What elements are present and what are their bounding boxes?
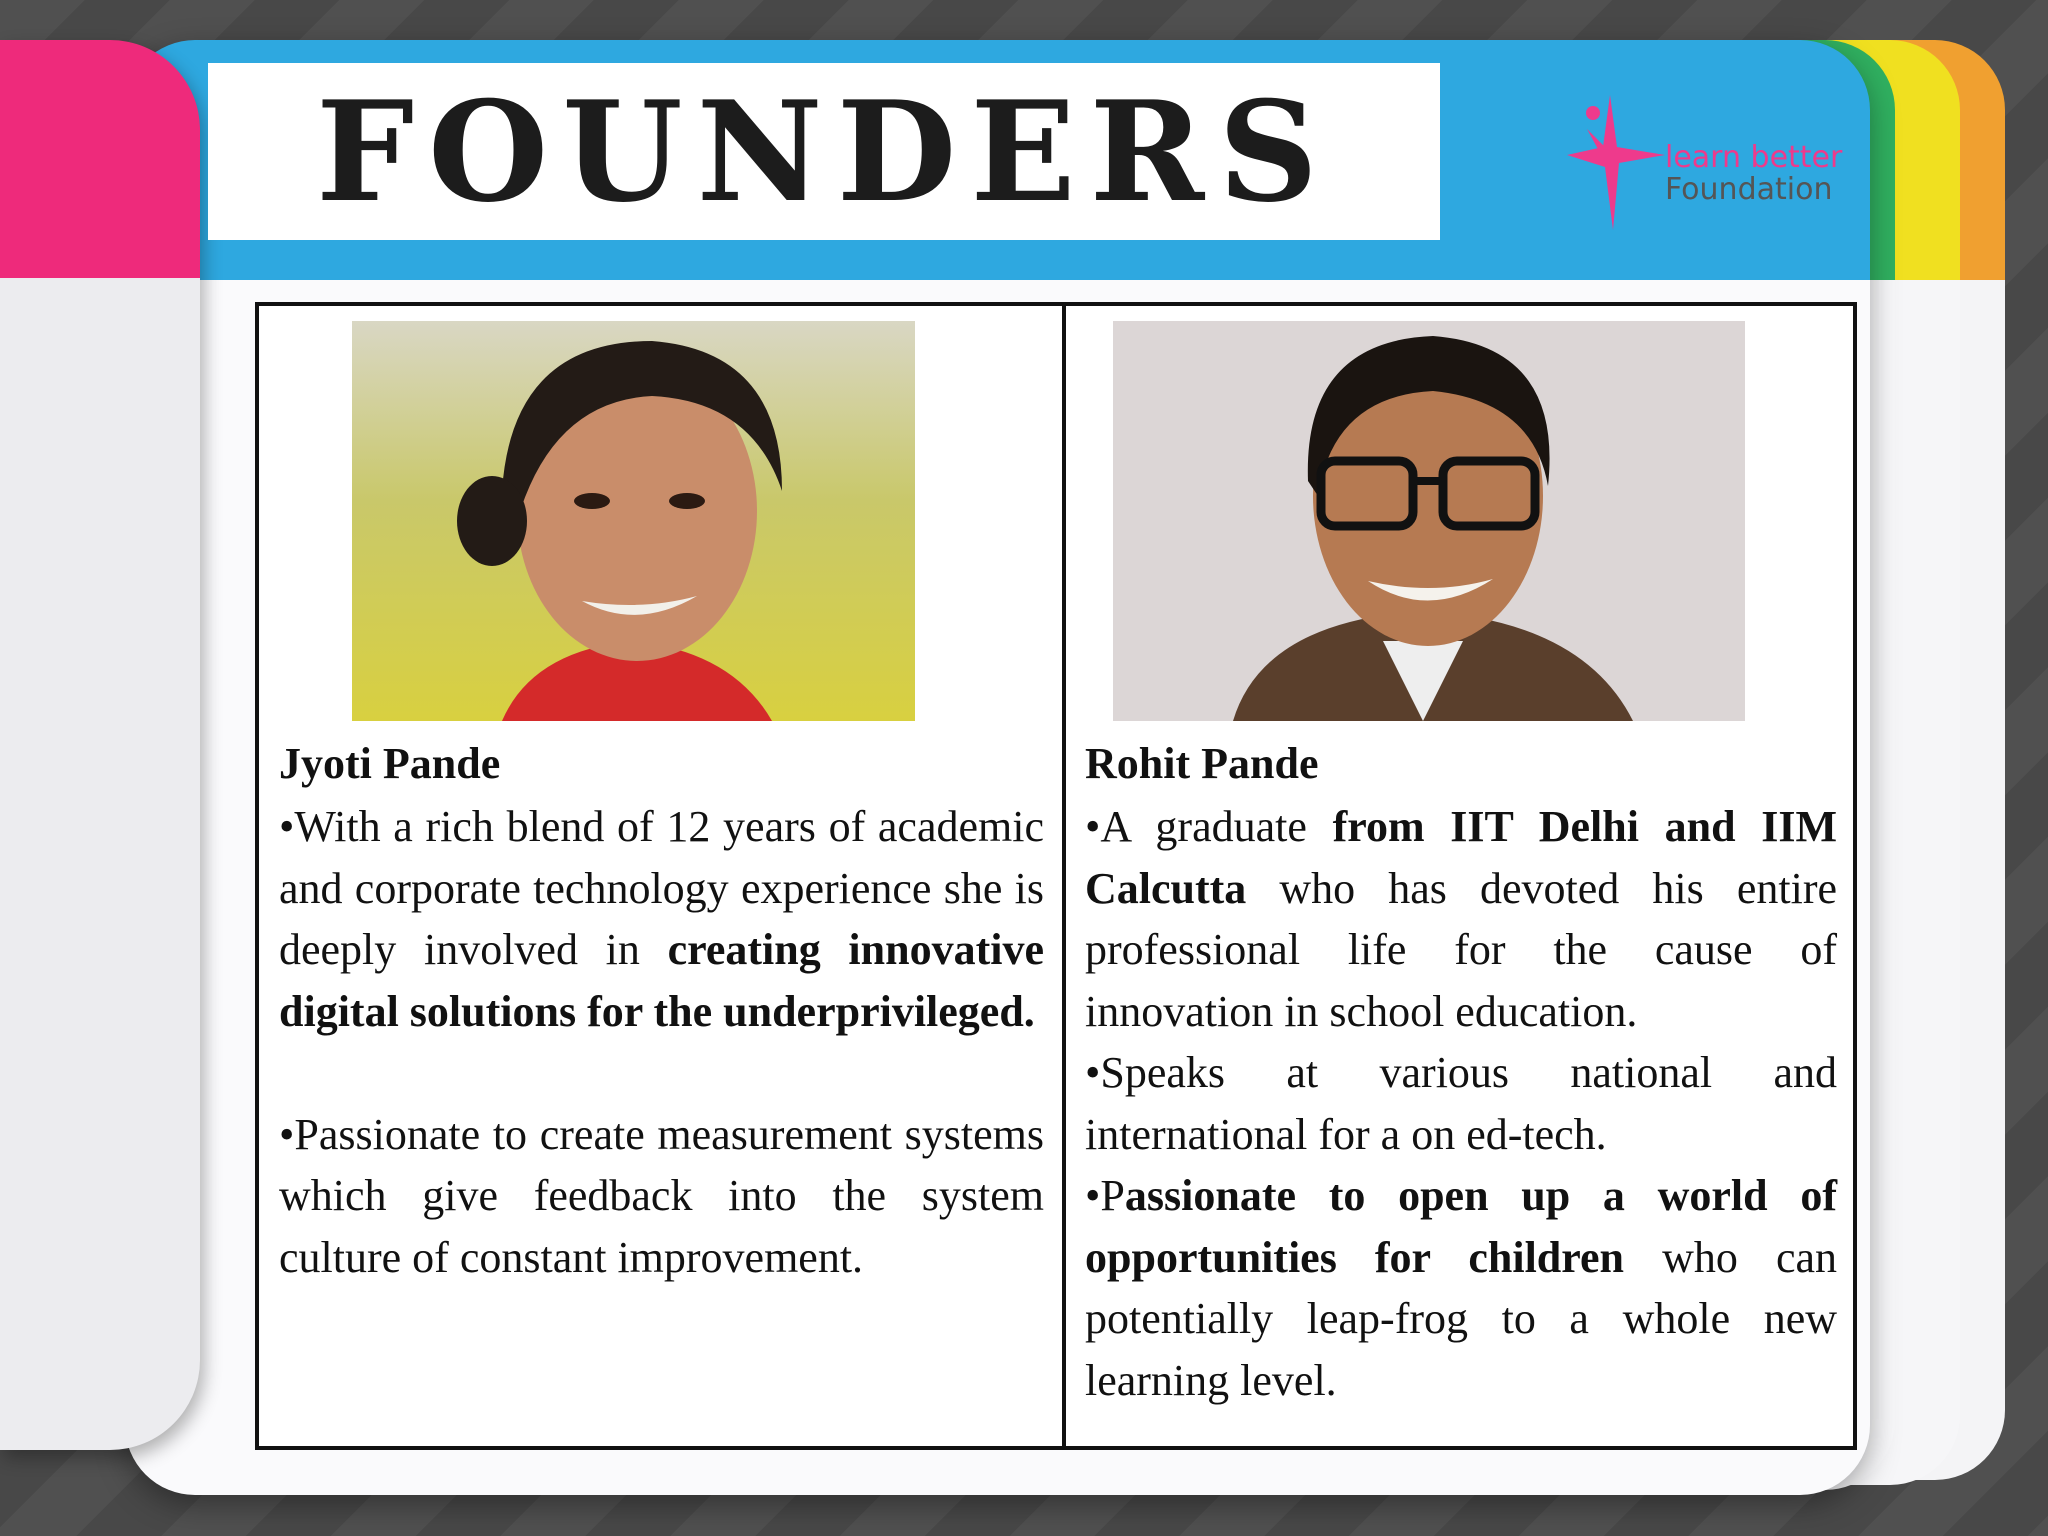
founder-bio-rohit xyxy=(1085,796,1837,1411)
founder-name: Rohit Pande xyxy=(1085,739,1319,788)
logo-line2: Foundation xyxy=(1665,172,1833,207)
founder-bio-jyoti xyxy=(279,796,1044,1288)
tab-card-pink xyxy=(0,40,200,1450)
star-figure-icon xyxy=(1565,95,1665,235)
founder-photo-jyoti xyxy=(352,321,915,721)
logo-line1: learn better xyxy=(1665,140,1843,175)
founder-photo-rohit xyxy=(1113,321,1745,721)
founder-column-jyoti xyxy=(279,306,1044,1446)
founder-name: Jyoti Pande xyxy=(279,739,501,788)
bio-paragraph: •A graduate from IIT Delhi and IIM Calcutta who has devoted his entire professional life for the cause of innovation in school education. xyxy=(1085,802,1838,1036)
title-box xyxy=(208,63,1440,240)
bio-paragraph: •Speaks at various national and international for a on ed-tech. xyxy=(1085,1048,1837,1159)
bio-paragraph: •With a rich blend of 12 years of academic and corporate technology experience she is deeply involved in creating innovative digital solutions for the underprivileged. xyxy=(279,802,1044,1036)
bio-paragraph: •Passionate to open up a world of opportunities for children who can potentially leap-frog to a whole new learning level. xyxy=(1085,1171,1837,1405)
logo xyxy=(1565,95,1855,235)
founders-table xyxy=(255,302,1857,1450)
page-title: FOUNDERS xyxy=(316,69,1332,233)
column-divider xyxy=(1062,306,1066,1446)
bio-paragraph: •Passionate to create measurement systems which give feedback into the system culture of constant improvement. xyxy=(279,1109,1044,1282)
founder-column-rohit xyxy=(1085,306,1837,1446)
